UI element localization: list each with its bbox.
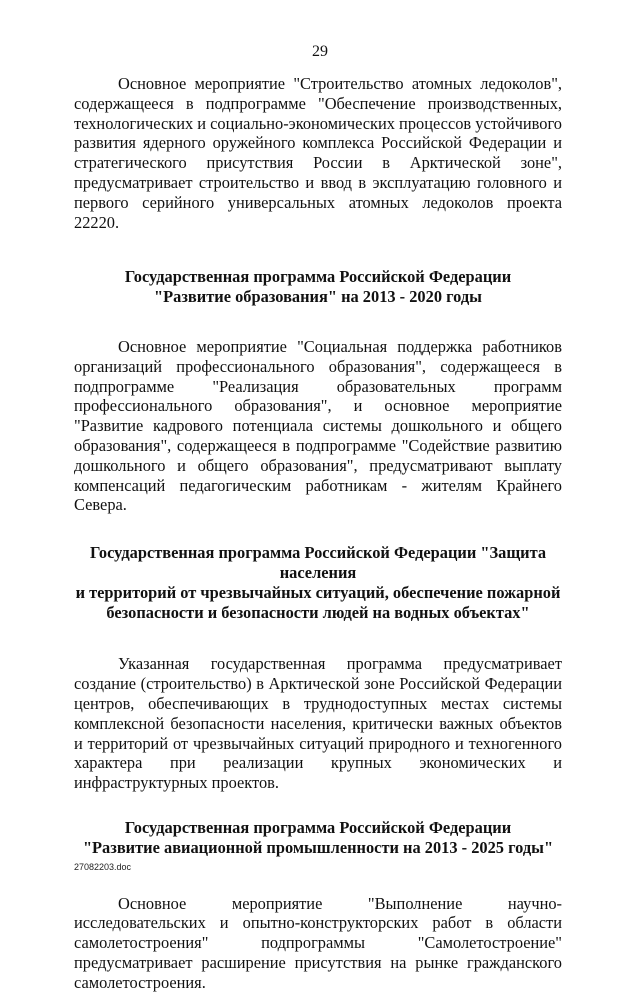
paragraph-icebreakers: Основное мероприятие "Строительство атомных ледоколов", содержащееся в подпрограмме "Обеспечение производственных, технологических и социально-экономических процессов устойчивого развития ядерного оружейного комплекса Российской Федерации и стратегического присутствия России в Арктической зоне", предусматривает строительство и ввод в эксплуатацию головного и первого серийного универсальных атомных ледоколов проекта 22220. xyxy=(74,74,562,232)
heading-line: и территорий от чрезвычайных ситуаций, обеспечение пожарной xyxy=(74,583,562,603)
paragraph-aircraft-building: Основное мероприятие "Выполнение научно-исследовательских и опытно-конструкторских работ в области самолетостроения" подпрограммы "Самолетостроение" предусматривает расширение присутствия на рынке гражданского самолетостроения. xyxy=(74,894,562,992)
heading-line: безопасности и безопасности людей на водных объектах" xyxy=(74,603,562,623)
heading-line: "Развитие образования" на 2013 - 2020 годы xyxy=(74,287,562,307)
document-body xyxy=(74,74,562,992)
heading-line: "Развитие авиационной промышленности на 2013 - 2025 годы" xyxy=(74,838,562,858)
paragraph-emergency-centers: Указанная государственная программа предусматривает создание (строительство) в Арктической зоне Российской Федерации центров, обеспечивающих в труднодоступных местах системы комплексной безопасности населения, критически важных объектов и территорий от чрезвычайных ситуаций природного и техногенного характера при реализации крупных экономических и инфраструктурных проектов. xyxy=(74,654,562,793)
heading-education-program xyxy=(74,267,562,307)
page-number: 29 xyxy=(0,42,640,62)
heading-line: Государственная программа Российской Федерации xyxy=(74,267,562,287)
heading-line: Государственная программа Российской Федерации "Защита населения xyxy=(74,543,562,583)
heading-line: Государственная программа Российской Федерации xyxy=(74,818,562,838)
heading-emergency-program xyxy=(74,543,562,622)
heading-aviation-program xyxy=(74,818,562,858)
paragraph-education-support: Основное мероприятие "Социальная поддержка работников организаций профессионального образования", содержащееся в подпрограмме "Реализация образовательных программ профессионального образования", и основное мероприятие "Развитие кадрового потенциала системы дошкольного и общего образования", содержащееся в подпрограмме "Содействие развитию дошкольного и общего образования", предусматривают выплату компенсаций педагогическим работникам - жителям Крайнего Севера. xyxy=(74,337,562,515)
document-filename: 27082203.doc xyxy=(74,862,131,873)
